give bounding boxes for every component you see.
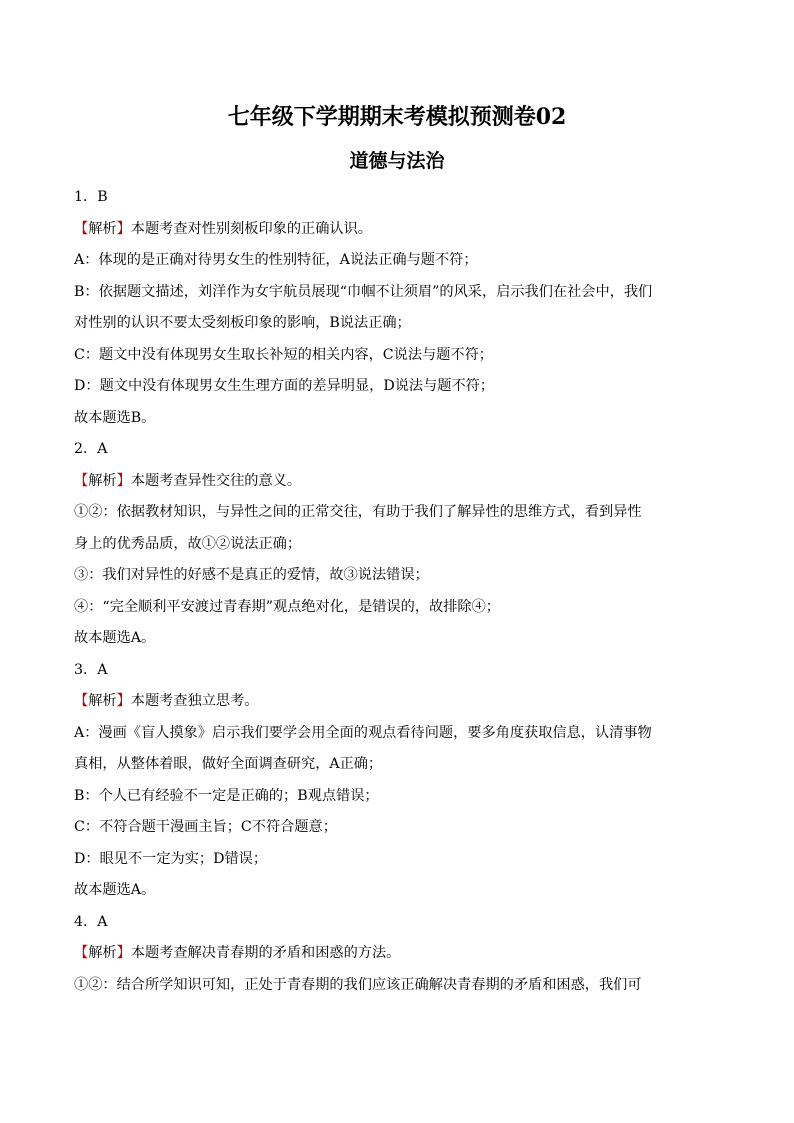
text-line	[74, 497, 724, 529]
line-text: 故本题选A。	[74, 882, 156, 898]
analysis-bracket-open: 【	[74, 472, 89, 489]
line-text: 身上的优秀品质，故①②说法正确；	[74, 535, 302, 552]
text-line	[74, 938, 724, 970]
text-line	[74, 308, 724, 340]
text-line	[74, 182, 724, 214]
line-text: D：眼见不一定为实；D错误；	[74, 850, 268, 867]
line-text: B：个人已有经验不一定是正确的；B观点错误；	[74, 787, 379, 804]
text-line	[74, 214, 724, 246]
text-line	[74, 718, 724, 750]
analysis-label: 解析	[88, 693, 117, 709]
line-text: 1．B	[74, 189, 108, 205]
analysis-bracket-close: 】	[116, 220, 131, 237]
line-text: B：依据题文描述，刘洋作为女宇航员展现“巾帼不让须眉”的风采，启示我们在社会中，我们	[74, 283, 653, 300]
text-line	[74, 277, 724, 309]
text-line	[74, 340, 724, 372]
analysis-bracket-open: 【	[74, 693, 89, 709]
text-line	[74, 749, 724, 781]
text-line	[74, 529, 724, 561]
text-line	[74, 592, 724, 624]
text-line	[74, 560, 724, 592]
text-line	[74, 875, 724, 907]
text-line	[74, 245, 724, 277]
line-text: A：漫画《盲人摸象》启示我们要学会用全面的观点看待问题，要多角度获取信息，认清事物	[74, 724, 652, 741]
line-text: ①②：结合所学知识可知，正处于青春期的我们应该正确解决青春期的矛盾和困惑，我们可	[74, 976, 642, 993]
text-line	[74, 970, 724, 1002]
line-text: 4．A	[74, 913, 108, 930]
line-text: ①②：依据教材知识，与异性之间的正常交往，有助于我们了解异性的思维方式，看到异性	[74, 504, 642, 520]
analysis-text: 本题考查独立思考。	[130, 693, 259, 709]
analysis-bracket-open: 【	[74, 945, 89, 961]
line-text: A：体现的是正确对待男女生的性别特征，A说法正确与题不符；	[74, 252, 478, 268]
analysis-text: 本题考查解决青春期的矛盾和困惑的方法。	[130, 945, 401, 961]
line-text: ④：“完全顺利平安渡过青春期”观点绝对化，是错误的，故排除④；	[74, 598, 500, 615]
text-line	[74, 781, 724, 813]
analysis-bracket-close: 】	[116, 472, 131, 489]
text-line	[74, 371, 724, 403]
page-title: 七年级下学期期末考模拟预测卷02	[227, 104, 567, 130]
analysis-label: 解析	[88, 945, 117, 961]
line-text: C：不符合题干漫画主旨；C不符合题意；	[74, 819, 337, 835]
text-line	[74, 812, 724, 844]
text-line	[74, 686, 724, 718]
answer-content	[74, 182, 724, 1001]
analysis-label: 解析	[88, 472, 117, 489]
analysis-bracket-close: 】	[116, 945, 131, 961]
text-line	[74, 466, 724, 498]
analysis-label: 解析	[88, 220, 117, 237]
line-text: 对性别的认识不要太受刻板印象的影响，B说法正确；	[74, 315, 411, 331]
text-line	[74, 844, 724, 876]
text-line	[74, 434, 724, 466]
line-text: 故本题选A。	[74, 630, 156, 646]
line-text: 故本题选B。	[74, 409, 156, 426]
text-line	[74, 907, 724, 939]
analysis-text: 本题考查对性别刻板印象的正确认识。	[130, 220, 372, 237]
line-text: 2．A	[74, 441, 108, 457]
analysis-text: 本题考查异性交往的意义。	[130, 472, 302, 489]
text-line	[74, 403, 724, 435]
text-line	[74, 655, 724, 687]
page-subtitle: 道德与法治	[349, 150, 445, 172]
text-line	[74, 623, 724, 655]
line-text: C：题文中没有体现男女生取长补短的相关内容，C说法与题不符；	[74, 346, 493, 363]
line-text: D：题文中没有体现男女生生理方面的差异明显，D说法与题不符；	[74, 378, 495, 394]
line-text: 3．A	[74, 661, 108, 678]
analysis-bracket-close: 】	[116, 693, 131, 709]
line-text: ③：我们对异性的好感不是真正的爱情，故③说法错误；	[74, 567, 429, 583]
analysis-bracket-open: 【	[74, 220, 89, 237]
line-text: 真相，从整体着眼，做好全面调查研究，A正确；	[74, 756, 383, 772]
